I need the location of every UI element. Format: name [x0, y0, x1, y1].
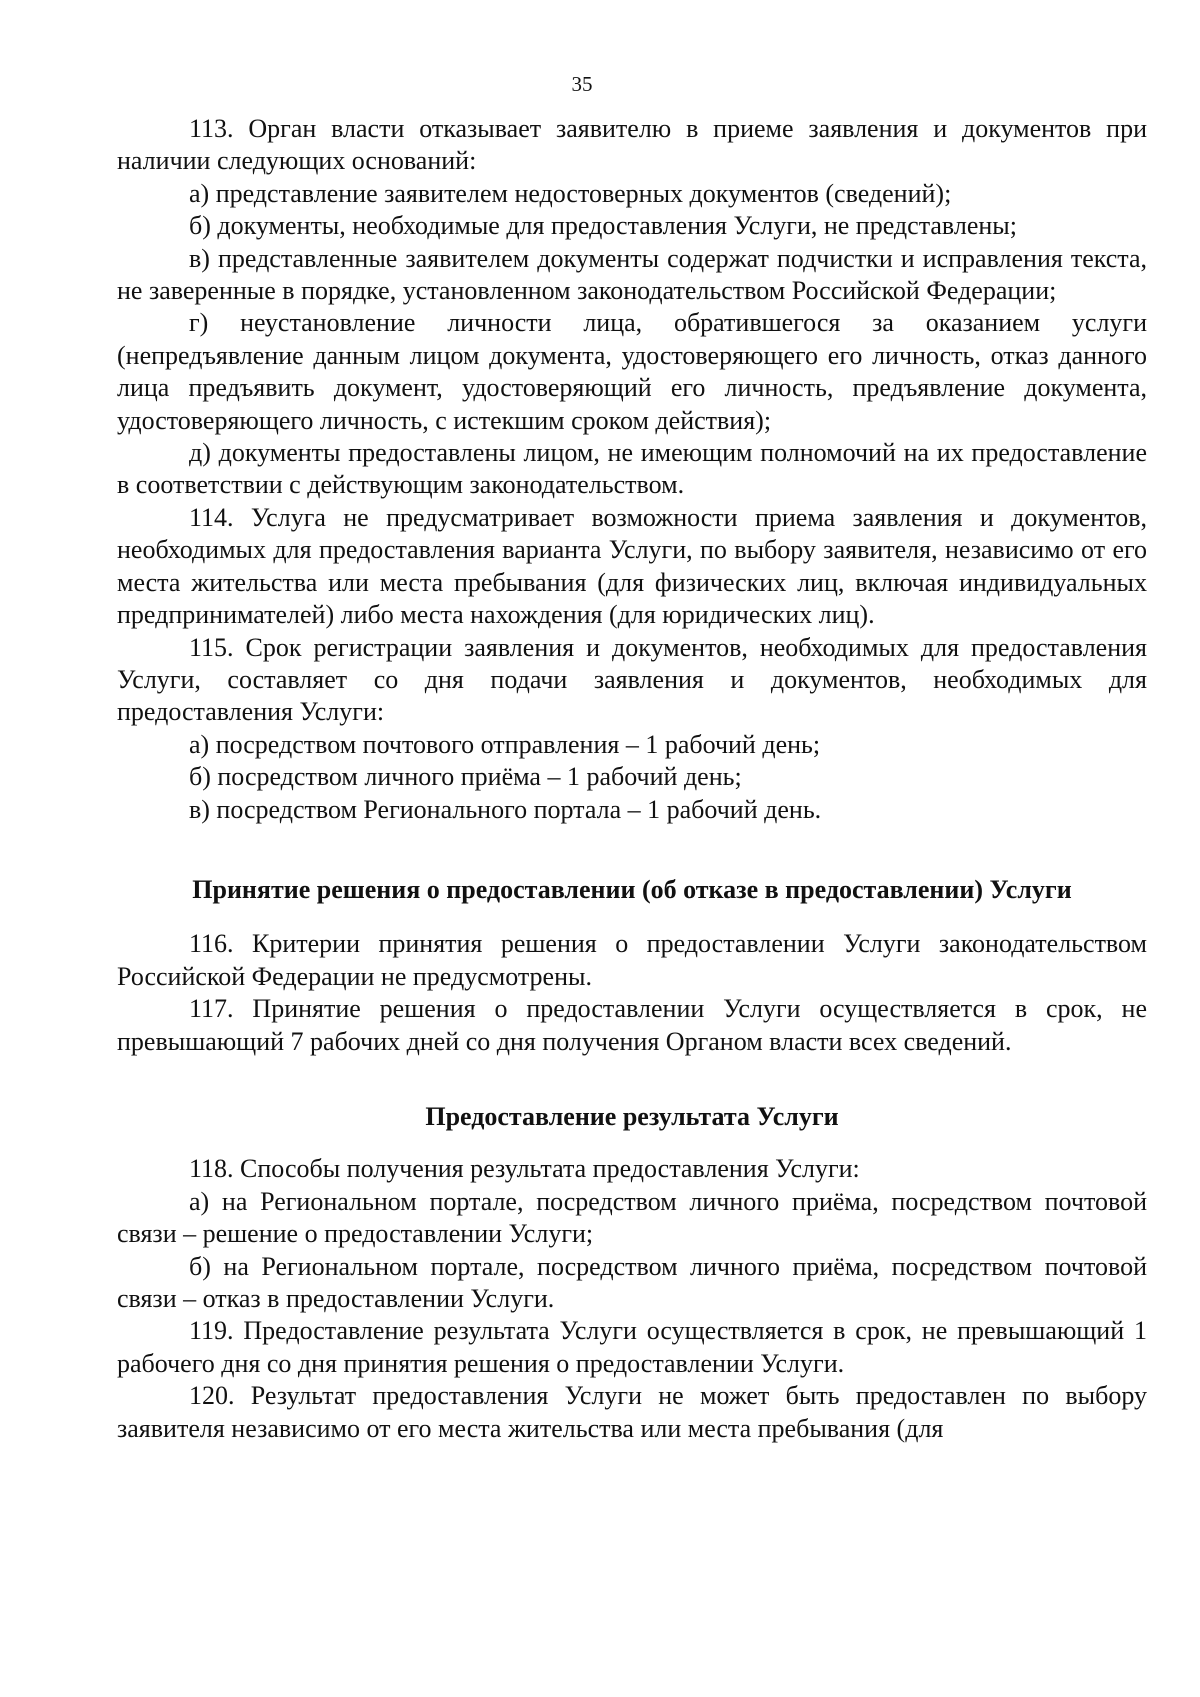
- paragraph-115-b: б) посредством личного приёма – 1 рабочий день;: [189, 762, 742, 792]
- paragraph-118-a: а) на Региональном портале, посредством личного приёма, посредством почтовой связи – решение о предоставлении Услуги;: [117, 1186, 1147, 1249]
- section-heading-result: Предоставление результата Услуги: [425, 1101, 839, 1131]
- section-heading-decision: Принятие решения о предоставлении (об отказе в предоставлении) Услуги: [192, 874, 1072, 904]
- paragraph-119: 119. Предоставление результата Услуги осуществляется в срок, не превышающий 1 рабочего дня со дня принятия решения о предоставлении Услуги.: [117, 1316, 1147, 1378]
- paragraph-115-v: в) посредством Регионального портала – 1 рабочий день.: [189, 794, 822, 824]
- paragraph-114: 114. Услуга не предусматривает возможности приема заявления и документов, необходимых для предоставления варианта Услуги, по выбору заявителя, независимо от его места жительства или места пребывания (для физических лиц, включая индивидуальных предпринимателей) либо места нахождения (для юридических лиц).: [117, 502, 1147, 630]
- paragraph-113-v: в) представленные заявителем документы содержат подчистки и исправления текста, не заверенные в порядке, установленном законодательством Российской Федерации;: [117, 243, 1147, 306]
- paragraph-115: 115. Срок регистрации заявления и документов, необходимых для предоставления Услуги, составляет со дня подачи заявления и документов, необходимых для предоставления Услуги:: [117, 632, 1147, 727]
- paragraph-120: 120. Результат предоставления Услуги не может быть предоставлен по выбору заявителя независимо от его места жительства или места пребывания (для: [117, 1381, 1147, 1443]
- paragraph-113: 113. Орган власти отказывает заявителю в приеме заявления и документов при наличии следующих оснований:: [117, 114, 1147, 176]
- paragraph-118-b: б) на Региональном портале, посредством личного приёма, посредством почтовой связи – отказ в предоставлении Услуги.: [117, 1251, 1147, 1313]
- paragraph-113-d: д) документы предоставлены лицом, не имеющим полномочий на их предоставление в соответствии с действующим законодательством.: [117, 438, 1147, 500]
- paragraph-113-b: б) документы, необходимые для предоставления Услуги, не представлены;: [189, 211, 1017, 241]
- paragraph-116: 116. Критерии принятия решения о предоставлении Услуги законодательством Российской Федерации не предусмотрены.: [117, 929, 1147, 991]
- paragraph-118: 118. Способы получения результата предоставления Услуги:: [189, 1154, 860, 1184]
- paragraph-115-a: а) посредством почтового отправления – 1 рабочий день;: [189, 729, 821, 759]
- paragraph-113-a: а) представление заявителем недостоверных документов (сведений);: [189, 178, 952, 208]
- paragraph-117: 117. Принятие решения о предоставлении Услуги осуществляется в срок, не превышающий 7 рабочих дней со дня получения Органом власти всех сведений.: [117, 994, 1147, 1056]
- paragraph-113-g: г) неустановление личности лица, обратившегося за оказанием услуги (непредъявление данным лицом документа, удостоверяющего его личность, отказ данного лица предъявить документ, удостоверяющий его личность, предъявление документа, удостоверяющего личность, с истекшим сроком действия);: [117, 308, 1147, 435]
- page-content: [117, 113, 1147, 1445]
- page-number: 35: [571, 72, 593, 96]
